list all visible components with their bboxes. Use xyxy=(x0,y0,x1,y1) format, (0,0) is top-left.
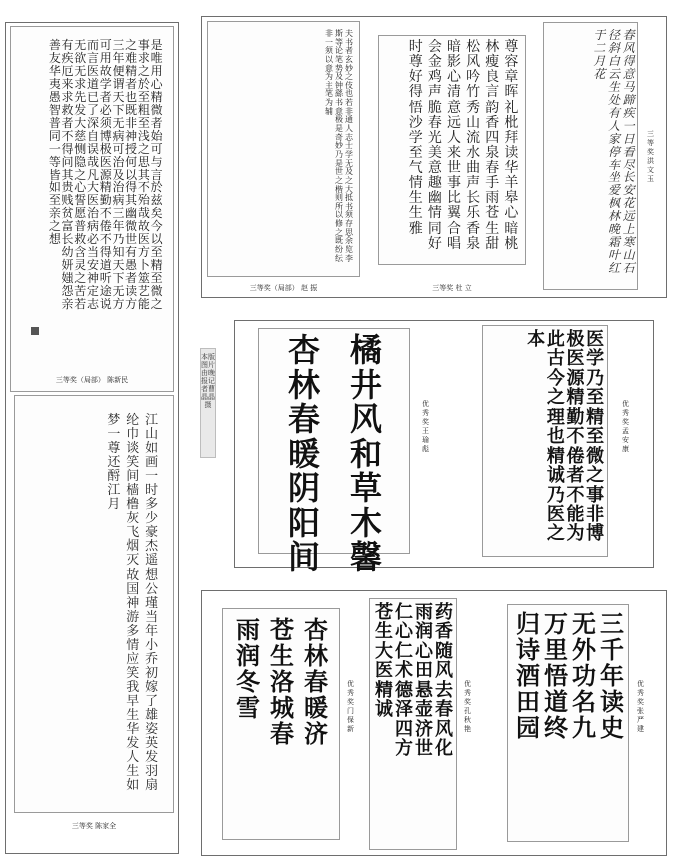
artist-name: 门保新 xyxy=(347,707,354,733)
artist-name: 赵 振 xyxy=(301,284,318,292)
work-chen-xinmin xyxy=(10,26,174,392)
caption-men-baoxin xyxy=(346,680,355,734)
calligraphy xyxy=(374,603,454,847)
calligraphy-column: 药 香 随 风 去 春 风 化 xyxy=(435,602,453,760)
award-label: 优秀奖 xyxy=(422,400,429,426)
calligraphy-column: 无 欲 无 求 先 发 大 慈 恻 隐 之 心 誓 愿 普 救 含 灵 之 苦 若 xyxy=(74,38,87,312)
work-wang-yuyan xyxy=(258,328,410,577)
calligraphy xyxy=(514,611,626,839)
calligraphy xyxy=(23,39,163,323)
work-hong-wenyu xyxy=(543,22,638,290)
award-label: 三等奖（局部） xyxy=(249,284,299,292)
artist-name: 张严建 xyxy=(637,707,644,733)
calligraphy-column: 江 山 如 画 一 时 多 少 豪 杰 遥 想 公 瑾 当 年 小 乔 初 嫁 了 雄 姿 英 发 羽 扇 xyxy=(145,413,159,794)
calligraphy-column: 可 用 故 学 者 必 须 博 极 医 源 精 勤 不 倦 不 得 道 听 途 说 xyxy=(99,38,112,312)
calligraphy-column: 极 医 源 精 勤 不 倦 者 不 能 为 xyxy=(566,329,585,545)
calligraphy-column: 善 友 华 夷 愚 智 普 同 一 等 皆 如 至 亲 之 想 xyxy=(48,38,61,247)
calligraphy-column: 医 学 乃 至 精 至 微 之 事 非 博 xyxy=(586,329,605,545)
calligraphy-column: 有 疾 厄 来 求 救 者 不 得 问 其 贵 贱 贫 富 长 幼 妍 媸 怨 亲 xyxy=(61,38,74,312)
calligraphy-column: 纶 巾 谈 笑 间 樯 橹 灰 飞 烟 灭 故 国 神 游 多 情 应 笑 我 早 生 华 发 人 生 如 xyxy=(126,413,140,794)
artist-name: 孔秋艳 xyxy=(464,707,471,733)
calligraphy-column: 径 斜 白 云 生 处 有 人 家 停 车 坐 爱 枫 林 晚 霜 叶 红 xyxy=(608,28,621,276)
calligraphy-column: 林 瘦 良 言 韵 香 四 泉 春 手 雨 苍 生 甜 xyxy=(485,39,500,252)
calligraphy-column: 会 金 鸡 声 脆 春 光 美 意 趣 幽 情 同 好 xyxy=(427,39,442,252)
calligraphy-column: 雨 润 冬 雪 xyxy=(236,615,260,722)
calligraphy-column: 仁 心 仁 术 德 泽 四 方 xyxy=(395,602,413,760)
calligraphy xyxy=(273,331,397,577)
artist-name: 陈新民 xyxy=(107,376,129,384)
calligraphy xyxy=(387,40,521,260)
award-label: 三等奖（局部） xyxy=(55,376,105,384)
calligraphy-column: 归 诗 酒 田 园 xyxy=(516,609,540,742)
award-label: 优秀奖 xyxy=(637,680,644,706)
artist-name: 王瑜彪 xyxy=(422,427,429,453)
calligraphy-column: 松 风 吟 竹 秀 山 流 水 曲 声 长 乐 香 泉 xyxy=(466,39,481,252)
calligraphy-column: 之 难 精 者 也 既 非 神 授 何 以 得 其 幽 微 世 有 愚 者 读 方 xyxy=(125,38,138,312)
work-men-baoxin xyxy=(222,608,340,840)
calligraphy-column: 非 一 须 以 意 为 主 笔 为 辅 xyxy=(325,29,333,116)
caption-du-li xyxy=(378,283,526,293)
calligraphy-column: 苍 生 大 医 精 诚 xyxy=(375,602,393,721)
calligraphy-column: 杏 林 春 暖 阴 阳 间 xyxy=(287,331,320,577)
award-label: 三等奖 xyxy=(647,130,654,156)
calligraphy-column: 梦 一 尊 还 酹 江 月 xyxy=(107,413,121,513)
calligraphy xyxy=(548,29,636,287)
seal-stamp xyxy=(31,327,39,335)
calligraphy xyxy=(231,617,333,837)
calligraphy-column: 春 风 得 意 马 蹄 疾 一 日 看 尽 长 安 花 远 上 寒 山 石 xyxy=(622,28,635,276)
calligraphy-column: 苍 生 洛 城 春 xyxy=(270,615,294,748)
calligraphy-column: 尊 容 章 晖 礼 枇 拜 读 华 羊 皋 心 暗 桃 xyxy=(504,39,519,252)
caption-chen-xinmin xyxy=(10,375,174,385)
calligraphy-column: 事 求 之 於 至 粗 至 浅 之 思 其 不 殆 哉 故 医 方 卜 筮 艺 能 xyxy=(137,38,150,312)
calligraphy-column: 于 二 月 花 xyxy=(593,28,606,81)
award-label: 三等奖 xyxy=(432,284,454,292)
caption-wang-yuyan xyxy=(421,400,430,454)
caption-kong-qiuyan xyxy=(463,680,472,734)
award-label: 优秀奖 xyxy=(347,680,354,706)
work-chen-jiaquan xyxy=(14,395,174,813)
calligraphy-column: 三 千 年 读 史 xyxy=(600,609,624,742)
caption-meng-ankang xyxy=(621,400,630,454)
caption-hong-wenyu xyxy=(646,130,655,184)
calligraphy-column: 时 尊 好 得 悟 沙 学 至 气 情 生 生 雅 xyxy=(408,39,423,237)
photo-credit xyxy=(200,348,216,458)
award-label: 三等奖 xyxy=(71,822,93,830)
calligraphy-column: 雨 润 心 田 悬 壶 济 世 xyxy=(415,602,433,760)
caption-chen-jiaquan xyxy=(14,821,174,831)
work-zhang-yanjian xyxy=(507,604,629,842)
credit-text: 本版图片由晚报记者曹晶晶摄 xyxy=(201,353,215,409)
calligraphy-column: 万 里 悟 道 终 xyxy=(544,609,568,742)
artist-name: 陈家全 xyxy=(95,822,117,830)
calligraphy xyxy=(487,330,605,554)
calligraphy-column: 而 言 医 道 已 了 深 自 误 哉 凡 大 医 治 病 必 当 安 神 定 志 xyxy=(87,38,100,312)
artist-name: 杜 立 xyxy=(455,284,472,292)
calligraphy-column: 暗 影 心 清 意 远 人 来 世 事 比 翼 合 唱 xyxy=(447,39,461,252)
work-kong-qiuyan xyxy=(369,598,457,850)
artist-name: 孟安康 xyxy=(622,427,629,453)
artist-name: 洪文玉 xyxy=(647,157,654,183)
work-zhao-zhen xyxy=(207,21,360,277)
calligraphy-column: 三 年 便 谓 天 下 无 病 可 治 及 治 病 三 年 乃 知 天 下 无 方 xyxy=(112,38,125,312)
calligraphy-column: 杏 林 春 暖 济 xyxy=(304,615,328,748)
caption-zhao-zhen xyxy=(207,283,360,293)
calligraphy xyxy=(214,30,354,270)
work-meng-ankang xyxy=(482,325,608,557)
calligraphy-column: 本 xyxy=(527,329,546,350)
calligraphy-column: 夫 书 者 玄 妙 之 伎 也 若 非 通 人 志 士 学 无 及 之 大 抵 书 须 存 思 余 览 李 xyxy=(345,29,353,263)
award-label: 优秀奖 xyxy=(464,680,471,706)
award-label: 优秀奖 xyxy=(622,400,629,426)
caption-zhang-yanjian xyxy=(636,680,645,734)
calligraphy xyxy=(29,414,161,794)
work-du-li xyxy=(378,35,526,265)
calligraphy-column: 是 唯 用 心 精 微 者 始 可 与 言 於 兹 矣 今 以 至 精 至 微 之 xyxy=(150,38,163,312)
calligraphy-column: 斯 等 论 笔 势 及 钟 繇 书 意 极 是 奇 妙 乃 是 世 之 楷 则 所 以 修 之 既 纷 纭 xyxy=(335,29,343,263)
calligraphy-column: 此 古 今 之 理 也 精 诚 乃 医 之 xyxy=(546,329,565,545)
calligraphy-column: 橘 井 风 和 草 木 馨 xyxy=(349,331,382,577)
calligraphy-column: 无 外 功 名 九 xyxy=(572,609,596,742)
